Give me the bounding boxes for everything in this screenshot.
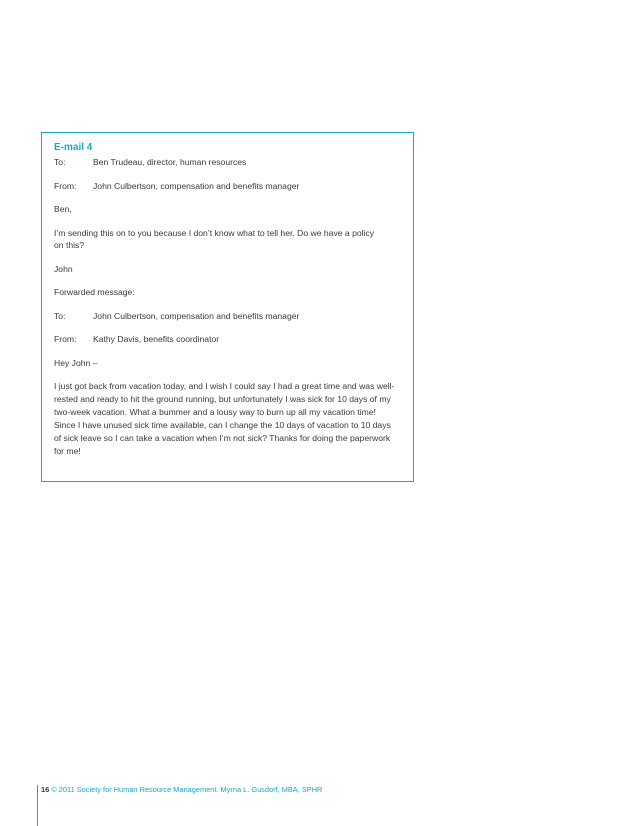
footer-rule xyxy=(37,785,38,826)
page-number: 16 xyxy=(41,785,50,794)
footer-text xyxy=(41,785,322,795)
from-row xyxy=(54,180,403,193)
fwd-to-value: John Culbertson, compensation and benefits manager xyxy=(93,310,300,321)
fwd-from-row xyxy=(54,333,403,346)
copyright-text: © 2011 Society for Human Resource Management. Myrna L. Gusdorf, MBA, SPHR xyxy=(51,785,323,794)
to-label: To: xyxy=(54,157,66,167)
greeting: Ben, xyxy=(54,204,72,214)
fwd-to-label: To: xyxy=(54,310,66,321)
to-row xyxy=(54,156,403,169)
signature: John xyxy=(54,263,73,274)
to-value: Ben Trudeau, director, human resources xyxy=(93,157,247,167)
fwd-from-value: Kathy Davis, benefits coordinator xyxy=(93,334,220,344)
fwd-greeting: Hey John – xyxy=(54,357,98,368)
email-box xyxy=(41,132,414,482)
email-title: E-mail 4 xyxy=(54,142,93,153)
fwd-body: I just got back from vacation today, and I wish I could say I had a great time and was well-rested and ready to hit the ground running, but unfortunately I was sick for 10 days of my two-week vacation. What a bummer and a lousy way to burn up all my vacation time! Since I have unused sick time available, can I change the 10 days of vacation to 10 days of sick leave so I can take a vacation when I’m not sick? Thanks for doing the paperwork for me! xyxy=(54,381,395,456)
fwd-to-row xyxy=(54,310,403,323)
from-label: From: xyxy=(54,180,77,191)
email-body: I’m sending this on to you because I don’t know what to tell her. Do we have a policy on this? xyxy=(54,227,375,250)
fwd-from-label: From: xyxy=(54,334,77,344)
from-value: John Culbertson, compensation and benefits manager xyxy=(93,180,300,191)
forwarded-label: Forwarded message: xyxy=(54,287,135,297)
page-footer xyxy=(0,782,638,826)
